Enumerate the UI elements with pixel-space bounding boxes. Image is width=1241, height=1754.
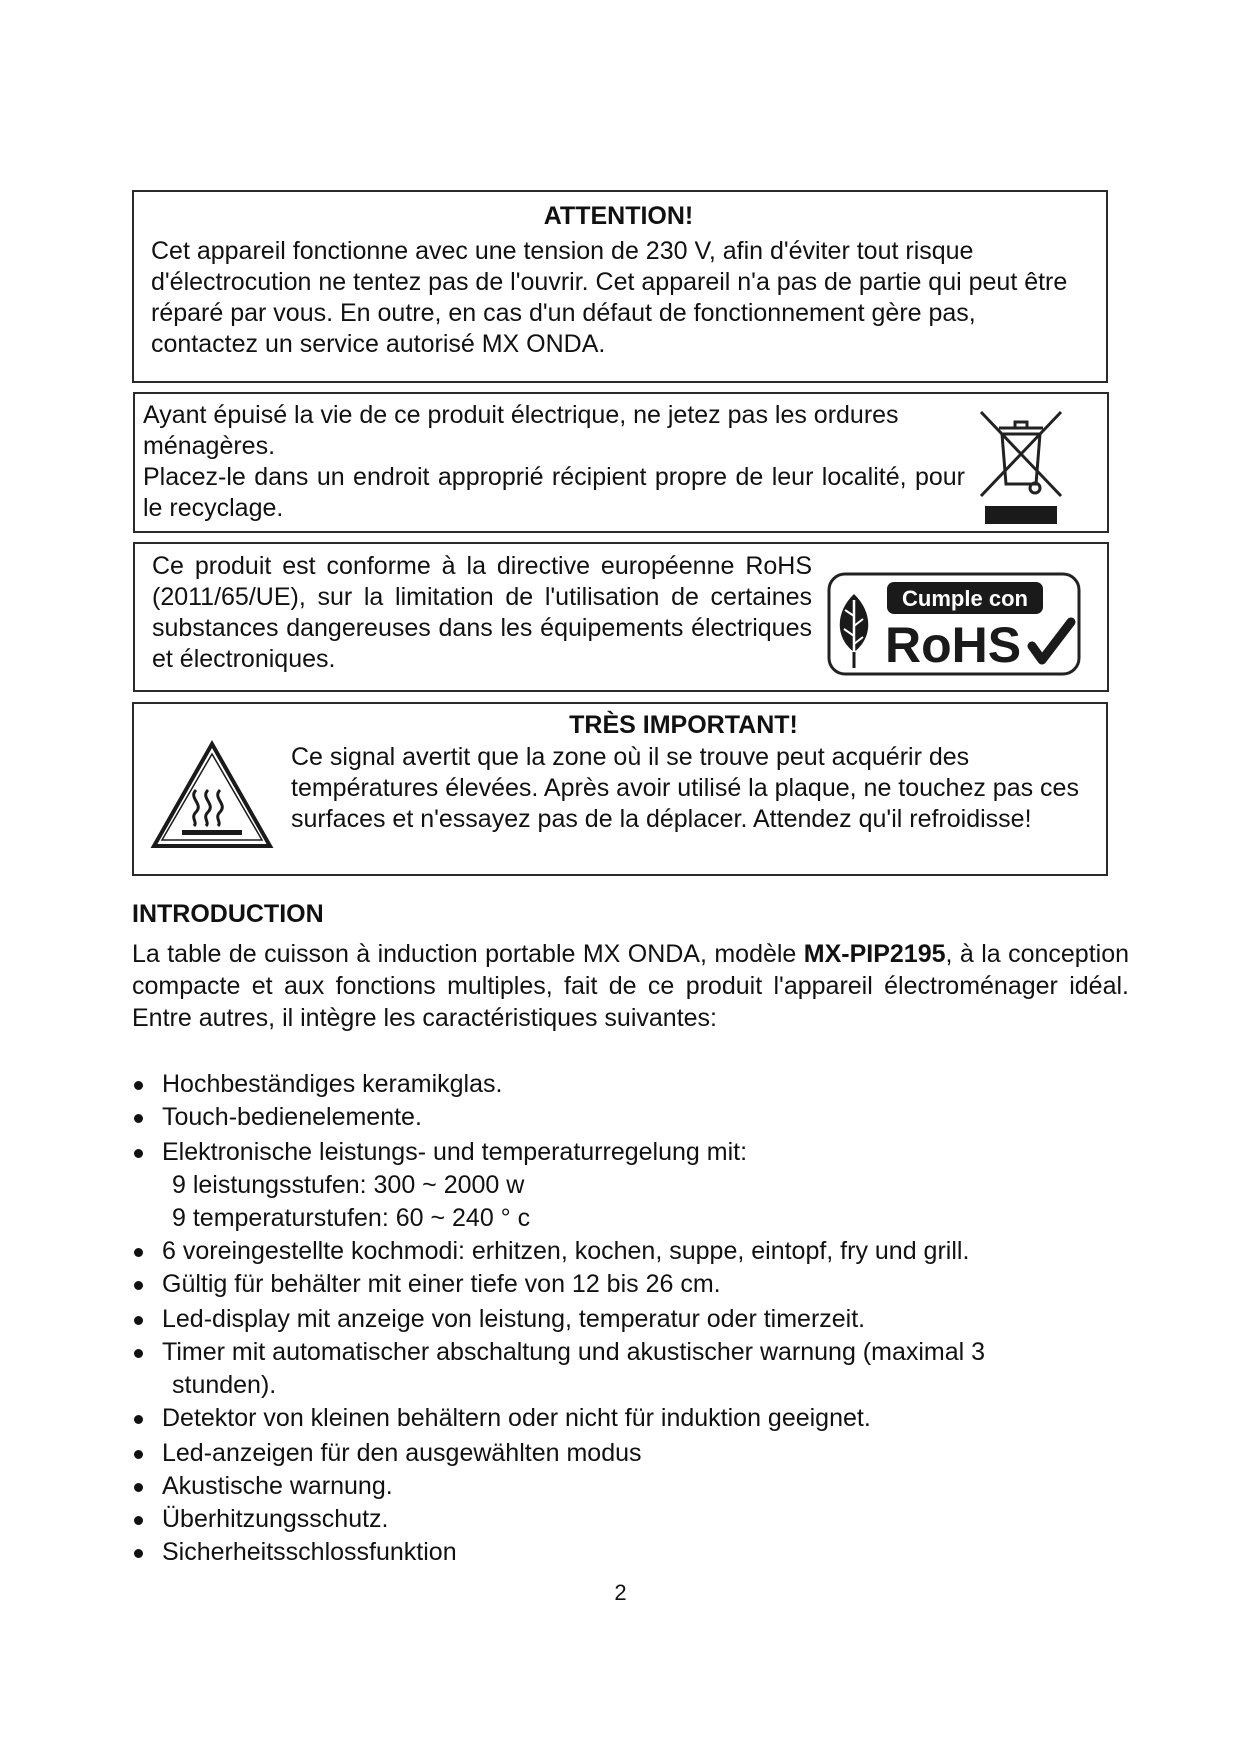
list-subitem: 9 temperaturstufen: 60 ~ 240 ° c <box>172 1204 531 1232</box>
list-item: Akustische warnung. <box>132 1470 1132 1503</box>
attention-text: Cet appareil fonctionne avec une tension de 230 V, afin d'éviter tout risque d'électrocution ne tentez pas de l'ouvrir. Cet appareil n'a pas de partie qui peut être réparé par vous. En outre, en cas d'un défaut de fonctionnement gère pas, contactez un service autorisé MX ONDA. <box>151 237 1068 358</box>
list-item: 6 voreingestellte kochmodi: erhitzen, kochen, suppe, eintopf, fry und grill. <box>132 1235 1132 1268</box>
attention-title: ATTENTION! <box>543 202 694 230</box>
model-number: MX-PIP2195 <box>803 940 946 968</box>
disposal-box <box>133 392 1109 533</box>
introduction-text <box>132 938 1129 1034</box>
rohs-logo-top: Cumple con <box>902 586 1028 611</box>
introduction-heading: INTRODUCTION <box>132 900 324 928</box>
rohs-logo-main: RoHS <box>885 617 1022 673</box>
rohs-logo <box>827 572 1081 676</box>
list-item: Sicherheitsschlossfunktion <box>132 1536 1132 1569</box>
list-item-continuation: stunden). <box>172 1371 277 1399</box>
list-item: Led-display mit anzeige von leistung, temperatur oder timerzeit. <box>132 1303 1132 1336</box>
introduction-text-start: La table de cuisson à induction portable MX ONDA, modèle <box>132 940 804 968</box>
important-box <box>132 702 1108 876</box>
disposal-text-1: Ayant épuisé la vie de ce produit électrique, ne jetez pas les ordures ménagères. <box>143 401 899 460</box>
important-text: Ce signal avertit que la zone où il se trouve peut acquérir des températures élevées. Après avoir utilisé la plaque, ne touchez pas ces surfaces et n'essayez pas de la déplacer. Attendez qu'il refroidisse! <box>291 743 1079 833</box>
introduction-text-end: , à la conception compacte et aux fonctions multiples, fait de ce produit l'appareil électroménager idéal. Entre autres, il intègre les caractéristiques suivantes: <box>132 940 1129 1032</box>
list-item: Elektronische leistungs- und temperaturregelung mit: 9 leistungsstufen: 300 ~ 2000 w 9 temperaturstufen: 60 ~ 240 ° c <box>132 1136 1132 1235</box>
list-item: Detektor von kleinen behältern oder nicht für induktion geeignet. <box>132 1402 1132 1435</box>
list-item: Led-anzeigen für den ausgewählten modus <box>132 1437 1132 1470</box>
page-number: 2 <box>614 1580 627 1605</box>
list-subitem: 9 leistungsstufen: 300 ~ 2000 w <box>172 1171 525 1199</box>
crossed-out-wheelie-bin-icon <box>971 406 1071 524</box>
list-item: Hochbeständiges keramikglas. <box>132 1068 1132 1101</box>
important-title: TRÈS IMPORTANT! <box>569 711 798 739</box>
list-item: Gültig für behälter mit einer tiefe von 12 bis 26 cm. <box>132 1268 1132 1301</box>
rohs-box <box>133 542 1109 692</box>
rohs-text: Ce produit est conforme à la directive européenne RoHS (2011/65/UE), sur la limitation de l'utilisation de certaines substances dangereuses dans les équipements électriques et électroniques. <box>152 552 812 673</box>
list-item: Überhitzungsschutz. <box>132 1503 1132 1536</box>
feature-list <box>132 1068 1132 1569</box>
hot-surface-warning-icon <box>148 738 276 854</box>
attention-box <box>132 190 1108 383</box>
list-item: Timer mit automatischer abschaltung und akustischer warnung (maximal 3 stunden). <box>132 1336 1132 1402</box>
disposal-text-2: Placez-le dans un endroit approprié récipient propre de leur localité, pour le recyclage. <box>143 463 965 522</box>
list-item: Touch-bedienelemente. <box>132 1101 1132 1134</box>
